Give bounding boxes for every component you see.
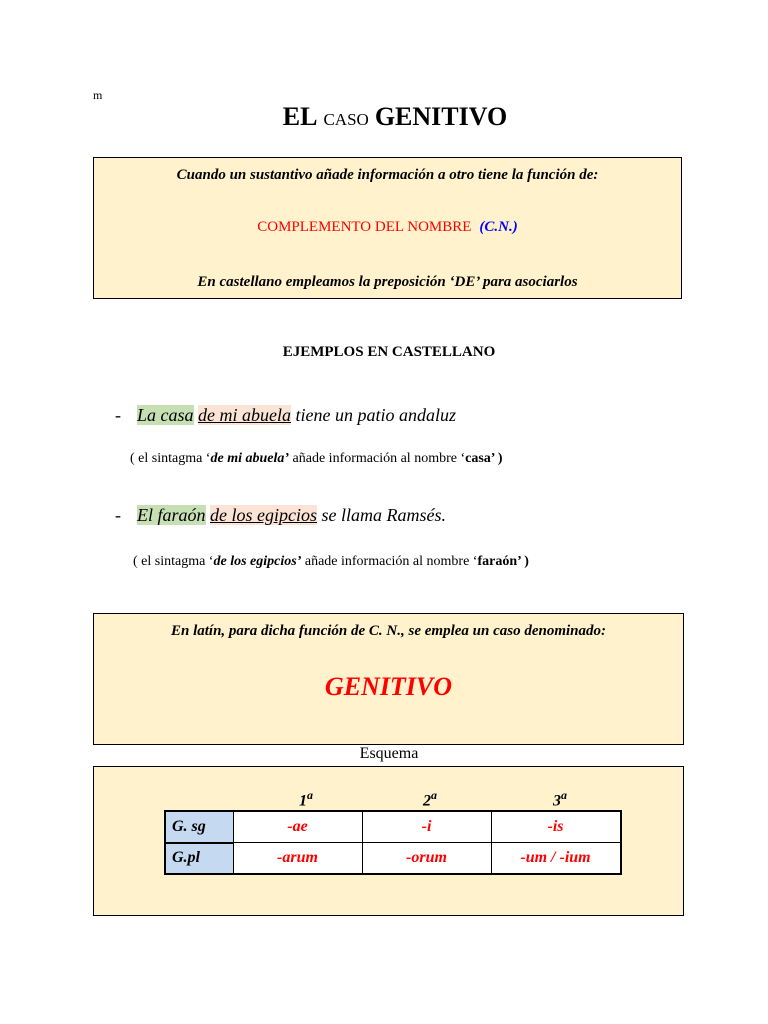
row-header: G. sg: [165, 811, 233, 843]
definition-preposition: En castellano empleamos la preposición ‘DE’ para asociarlos: [197, 274, 578, 290]
example-2-note: [133, 554, 529, 570]
example-1-note: [130, 451, 503, 467]
row-header: G.pl: [165, 843, 233, 875]
examples-heading: EJEMPLOS EN CASTELLANO: [282, 344, 496, 360]
note-prefix: ( el sintagma ‘: [133, 554, 214, 569]
title-part-genitivo: GENITIVO: [374, 102, 508, 131]
note-phrase: de los egipcios’: [213, 554, 302, 569]
ending-cell: -arum: [233, 843, 362, 875]
ending-cell: -ae: [233, 811, 362, 843]
page-title: [0, 102, 768, 132]
ending-cell: -is: [491, 811, 621, 843]
latin-intro: En latín, para dicha función de C. N., se emplea un caso denominado:: [170, 623, 607, 639]
latin-box: [93, 613, 684, 745]
case-name: GENITIVO: [324, 672, 453, 701]
table-row: [165, 843, 621, 875]
declension-header-1: [299, 788, 313, 810]
page-marker: m: [93, 88, 103, 102]
example-complement: de los egipcios: [210, 505, 317, 525]
scheme-label: Esquema: [359, 745, 419, 762]
declension-number: 3: [553, 792, 561, 810]
note-middle: añade información al nombre ‘: [301, 554, 478, 569]
ending-cell: -orum: [362, 843, 491, 875]
example-complement: de mi abuela: [198, 405, 291, 425]
note-middle: añade información al nombre ‘: [289, 451, 466, 466]
ending-cell: -i: [362, 811, 491, 843]
example-noun: El faraón: [137, 505, 206, 525]
definition-abbr: (C.N.): [479, 219, 518, 235]
declension-ordinal: a: [561, 788, 567, 802]
declension-header-3: [553, 788, 567, 810]
example-rest: se llama Ramsés.: [317, 505, 446, 525]
title-part-el: EL: [282, 102, 318, 131]
example-dash: -: [115, 405, 121, 425]
declension-header-2: [423, 788, 437, 810]
example-2: [115, 505, 446, 526]
declension-ordinal: a: [307, 788, 313, 802]
ending-cell: -um / -ium: [491, 843, 621, 875]
note-noun: faraón’ ): [477, 554, 529, 569]
title-part-caso: caso: [323, 105, 369, 131]
note-phrase: de mi abuela’: [210, 451, 290, 466]
genitive-endings-table: [164, 810, 622, 875]
example-noun: La casa: [137, 405, 194, 425]
definition-term: COMPLEMENTO DEL NOMBRE: [257, 219, 472, 235]
declension-number: 2: [423, 792, 431, 810]
declension-ordinal: a: [431, 788, 437, 802]
table-row: [165, 811, 621, 843]
definition-box: [93, 157, 682, 299]
definition-intro: Cuando un sustantivo añade información a otro tiene la función de:: [176, 167, 599, 183]
definition-term-line: [94, 219, 681, 236]
example-1: [115, 405, 456, 426]
declension-number: 1: [299, 792, 307, 810]
example-dash: -: [115, 505, 121, 525]
note-noun: casa’ ): [465, 451, 503, 466]
note-prefix: ( el sintagma ‘: [130, 451, 211, 466]
example-rest: tiene un patio andaluz: [291, 405, 456, 425]
